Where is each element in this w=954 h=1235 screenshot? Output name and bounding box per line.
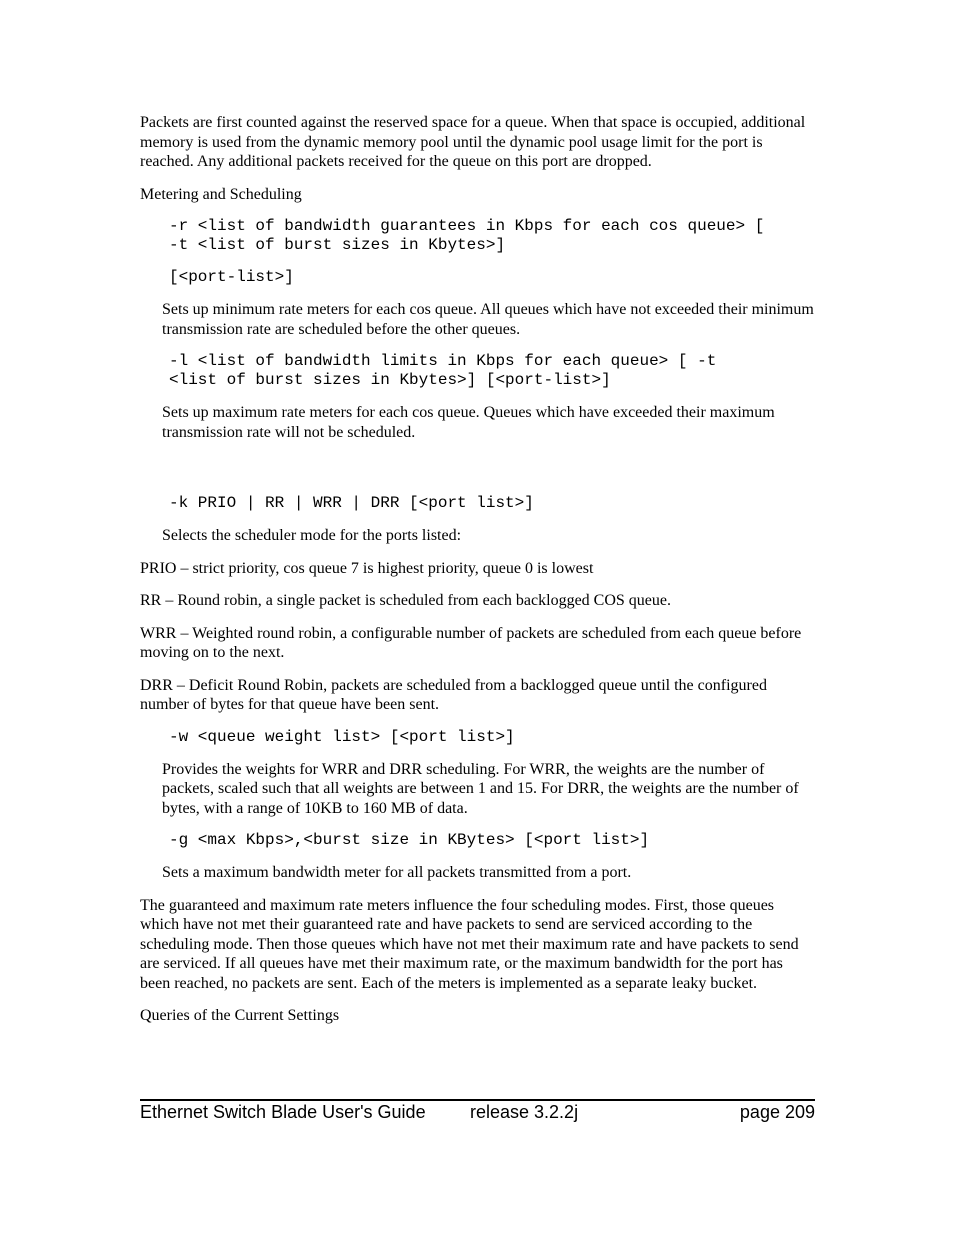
code-option-r [169,217,815,255]
code-line: <list of burst sizes in Kbytes>] [<port-list>] [169,371,611,389]
code-line: -r <list of bandwidth guarantees in Kbps for each cos queue> [ [169,217,765,235]
code-option-r-ports: [<port-list>] [169,268,294,286]
code-option-l [169,352,815,390]
code-option-k: -k PRIO | RR | WRR | DRR [<port list>] [169,494,534,512]
document-body [140,113,815,1039]
code-option-w: -w <queue weight list> [<port list>] [169,727,515,746]
mode-drr: DRR – Deficit Round Robin, packets are scheduled from a backlogged queue until the configured number of bytes for that queue have been sent. [140,676,767,713]
option-k-description: Selects the scheduler mode for the ports listed: [162,527,462,544]
mode-rr: RR – Round robin, a single packet is scheduled from each backlogged COS queue. [140,592,671,609]
footer-release: release 3.2.2j [470,1102,579,1122]
section-heading-metering: Metering and Scheduling [140,185,302,203]
footer-page-number: page 209 [739,1102,815,1122]
section-heading-queries: Queries of the Current Settings [140,1007,340,1024]
mode-wrr: WRR – Weighted round robin, a configurable number of packets are scheduled from each queue before moving on to the next. [140,624,802,661]
code-line: -l <list of bandwidth limits in Kbps for each queue> [ -t [169,352,717,370]
option-g-description: Sets a maximum bandwidth meter for all packets transmitted from a port. [162,864,632,881]
intro-paragraph: Packets are first counted against the reserved space for a queue. When that space is occupied, additional memory is used from the dynamic memory pool until the dynamic pool usage limit for the port is reached. Any additional packets received for the queue on this port are dropped. [140,114,806,170]
summary-paragraph: The guaranteed and maximum rate meters influence the four scheduling modes. First, those queues which have not met their guaranteed rate and have packets to send are serviced according to the scheduling mode. Then those queues which have not met their maximum rate and have packets to send are serviced. If all queues have met their maximum rate, or the maximum bandwidth for the port has been reached, no packets are sent. Each of the meters is implemented as a separate leaky bucket. [140,896,799,992]
option-r-description: Sets up minimum rate meters for each cos queue. All queues which have not exceeded their minimum transmission rate are scheduled before the other queues. [162,301,814,338]
footer-title: Ethernet Switch Blade User's Guide [140,1102,426,1122]
option-l-description: Sets up maximum rate meters for each cos queue. Queues which have exceeded their maximum transmission rate will not be scheduled. [162,404,775,441]
mode-prio: PRIO – strict priority, cos queue 7 is highest priority, queue 0 is lowest [140,559,594,577]
code-option-g: -g <max Kbps>,<burst size in KBytes> [<port list>] [169,831,650,849]
page-footer [140,1099,815,1127]
option-w-description: Provides the weights for WRR and DRR scheduling. For WRR, the weights are the number of packets, scaled such that all weights are between 1 and 15. For DRR, the weights are the number of bytes, with a range of 10KB to 160 MB of data. [162,760,799,817]
code-line: -t <list of burst sizes in Kbytes>] [169,236,506,254]
spacer [140,455,815,494]
